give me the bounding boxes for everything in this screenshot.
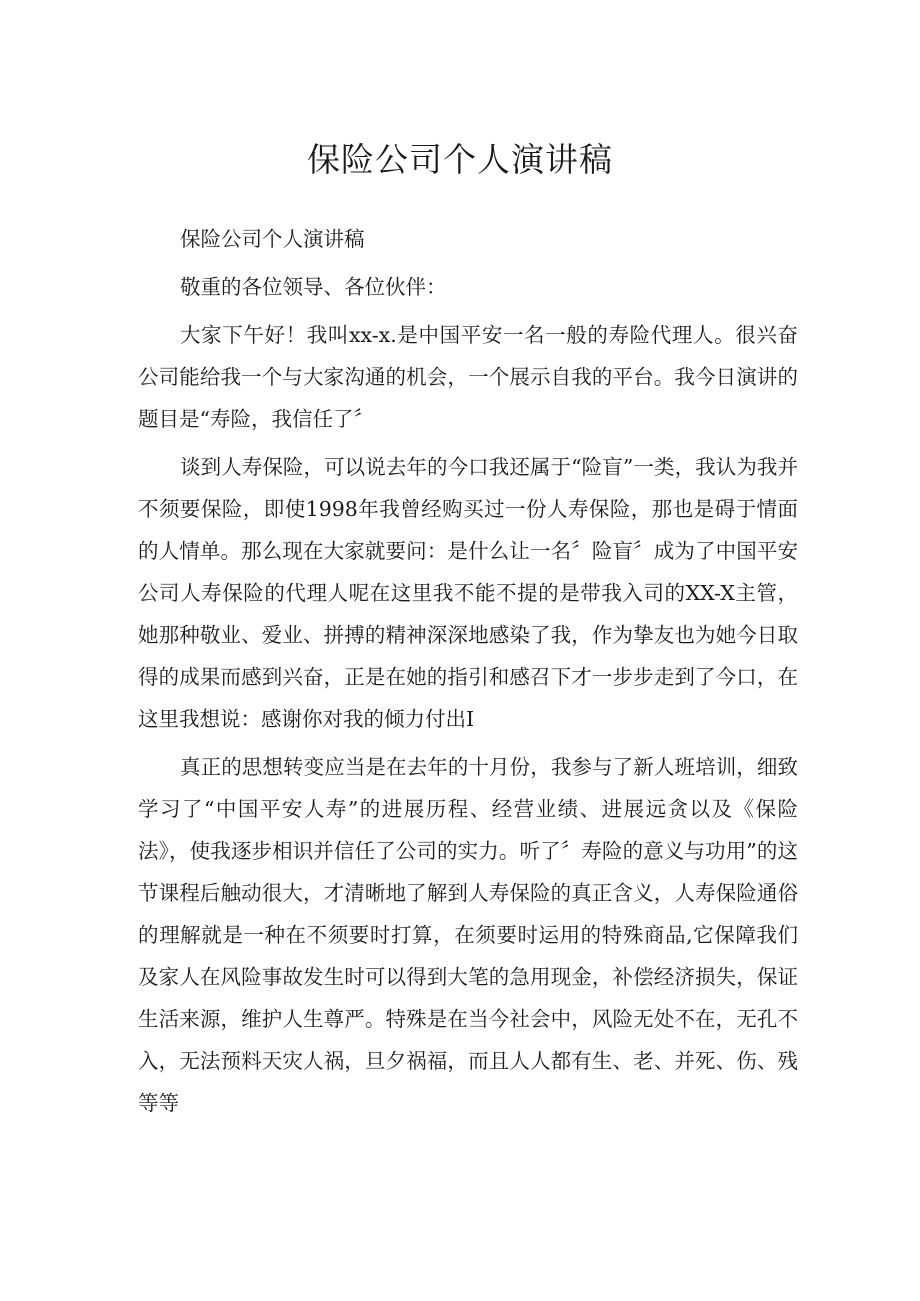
document-body	[138, 218, 798, 1130]
paragraph-story: 谈到人寿保险，可以说去年的今口我还属于“险盲”一类，我认为我并不须要保险，即使1998年我曾经购买过一份人寿保险，那也是碍于情面的人情单。那么现在大家就要问：是什么让一名〞险盲〞成为了中国平安公司人寿保险的代理人呢在这里我不能不提的是带我入司的XX-X主管，她那种敬业、爱业、拼搏的精神深深地感染了我，作为挚友也为她今日取得的成果而感到兴奋，正是在她的指引和感召下才一步步走到了今口，在这里我想说：感谢你对我的倾力付出I	[138, 455, 798, 731]
paragraph-salutation: 敬重的各位领导、各位伙伴：	[180, 275, 447, 299]
paragraph-subtitle: 保险公司个人演讲稿	[180, 227, 365, 251]
paragraph-introduction: 大家下午好！我叫xx-x.是中国平安一名一般的寿险代理人。很兴奋公司能给我一个与大家沟通的机会，一个展示自我的平台。我今日演讲的题目是“寿险，我信任了〞	[138, 323, 798, 431]
paragraph-training: 真正的思想转变应当是在去年的十月份，我参与了新人班培训，细致学习了“中国平安人寿”的进展历程、经营业绩、进展远贪以及《保险法》，使我逐步相识并信任了公司的实力。听了〞寿险的意义与功用”的这节课程后触动很大，才清晰地了解到人寿保险的真正含义，人寿保险通俗的理解就是一种在不须要时打算，在须要时运用的特殊商品,它保障我们及家人在风险事故发生时可以得到大笔的急用现金，补偿经济损失，保证生活来源，维护人生尊严。特殊是在当今社会中，风险无处不在，无孔不入，无法预料天灾人祸，旦夕祸福，而且人人都有生、老、并死、伤、残等等	[138, 755, 798, 1115]
document-title: 保险公司个人演讲稿	[307, 140, 613, 179]
